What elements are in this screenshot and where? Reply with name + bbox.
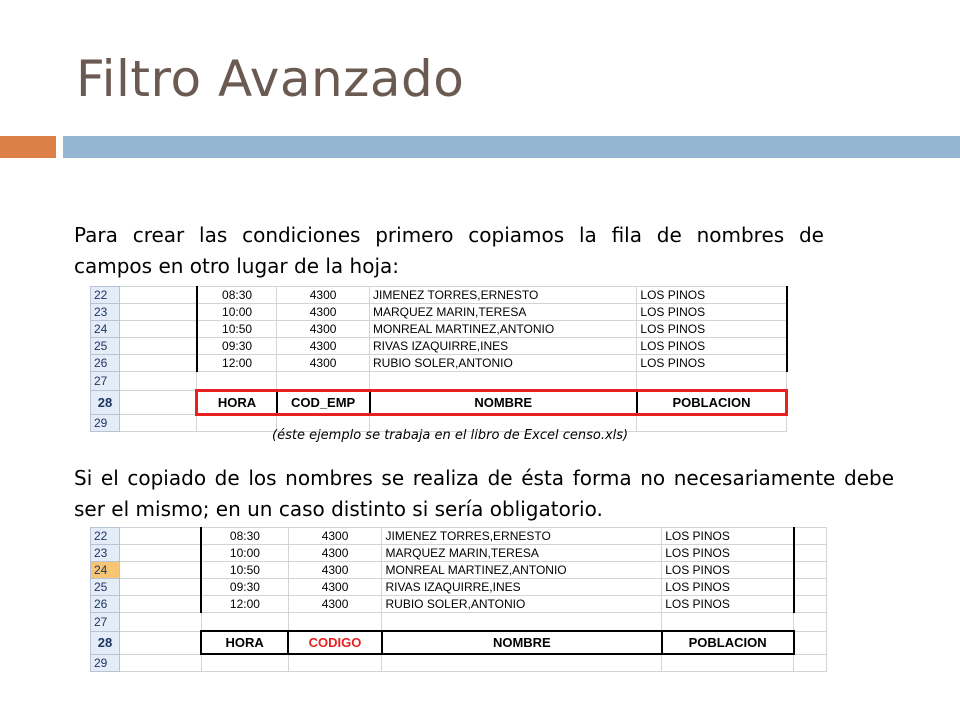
cell-hora: 09:30 — [201, 579, 288, 596]
cell-hora: 12:00 — [197, 355, 277, 372]
header-poblacion: POBLACION — [662, 631, 794, 654]
cell-nombre: MONREAL MARTINEZ,ANTONIO — [382, 562, 662, 579]
cell-nombre: RIVAS IZAQUIRRE,INES — [382, 579, 662, 596]
table-row — [91, 338, 787, 355]
table-row-empty — [91, 613, 827, 632]
cell-nombre: MARQUEZ MARIN,TERESA — [382, 545, 662, 562]
cell-hora: 08:30 — [201, 528, 288, 545]
header-hora: HORA — [197, 391, 277, 415]
cell-hora: 12:00 — [201, 596, 288, 613]
cell-nombre: RUBIO SOLER,ANTONIO — [382, 596, 662, 613]
cell-nombre: RUBIO SOLER,ANTONIO — [370, 355, 637, 372]
table-row-partial — [91, 654, 827, 671]
row-header: 27 — [91, 372, 120, 391]
cell-nombre: MONREAL MARTINEZ,ANTONIO — [370, 321, 637, 338]
row-header: 28 — [91, 631, 120, 654]
accent-bar-blue — [63, 136, 960, 158]
cell-cod: 4300 — [277, 355, 370, 372]
cell-poblacion: LOS PINOS — [662, 562, 794, 579]
header-hora: HORA — [201, 631, 288, 654]
cell-cod: 4300 — [288, 562, 382, 579]
cell-poblacion: LOS PINOS — [662, 596, 794, 613]
row-header: 29 — [91, 654, 120, 671]
header-codigo: CODIGO — [288, 631, 382, 654]
cell-nombre: MARQUEZ MARIN,TERESA — [370, 304, 637, 321]
row-header: 26 — [91, 596, 120, 613]
row-header: 26 — [91, 355, 120, 372]
table-row — [91, 355, 787, 372]
cell-nombre: RIVAS IZAQUIRRE,INES — [370, 338, 637, 355]
cell-poblacion: LOS PINOS — [662, 545, 794, 562]
header-nombre: NOMBRE — [382, 631, 662, 654]
cell-cod: 4300 — [277, 321, 370, 338]
paragraph-copy-field-names: Para crear las condiciones primero copiamos la fila de nombres de campos en otro lugar de la hoja: — [74, 223, 824, 278]
cell-poblacion: LOS PINOS — [637, 321, 787, 338]
cell-cod: 4300 — [277, 304, 370, 321]
paragraph-copy-method: Si el copiado de los nombres se realiza de ésta forma no necesariamente debe ser el mismo; en un caso distinto si sería obligatorio. — [74, 466, 894, 521]
example-caption: (éste ejemplo se trabaja en el libro de Excel censo.xls) — [272, 428, 629, 443]
header-poblacion: POBLACION — [637, 391, 787, 415]
table-row — [91, 545, 827, 562]
cell-hora: 09:30 — [197, 338, 277, 355]
cell-nombre: JIMENEZ TORRES,ERNESTO — [382, 528, 662, 545]
criteria-header-row — [91, 631, 827, 654]
cell-cod: 4300 — [288, 596, 382, 613]
cell-poblacion: LOS PINOS — [637, 355, 787, 372]
header-nombre: NOMBRE — [370, 391, 637, 415]
table-row — [91, 304, 787, 321]
cell-poblacion: LOS PINOS — [662, 528, 794, 545]
header-cod-emp: COD_EMP — [277, 391, 370, 415]
row-header: 22 — [91, 287, 120, 304]
cell-cod: 4300 — [277, 287, 370, 304]
row-header: 23 — [91, 304, 120, 321]
row-header-active: 24 — [91, 562, 120, 579]
row-header: 29 — [91, 415, 120, 432]
cell-nombre: JIMENEZ TORRES,ERNESTO — [370, 287, 637, 304]
slide-title: Filtro Avanzado — [76, 50, 465, 108]
cell-hora: 10:50 — [201, 562, 288, 579]
cell-hora: 08:30 — [197, 287, 277, 304]
cell-poblacion: LOS PINOS — [637, 287, 787, 304]
spreadsheet-example-1 — [90, 286, 788, 430]
table-row — [91, 287, 787, 304]
criteria-header-row — [91, 391, 787, 415]
cell-cod: 4300 — [288, 545, 382, 562]
row-header: 27 — [91, 613, 120, 632]
row-header: 28 — [91, 391, 120, 415]
table-row — [91, 562, 827, 579]
row-header: 24 — [91, 321, 120, 338]
table-row-empty — [91, 372, 787, 391]
row-header: 23 — [91, 545, 120, 562]
cell-poblacion: LOS PINOS — [637, 304, 787, 321]
spreadsheet-example-2 — [90, 527, 827, 670]
row-header: 25 — [91, 579, 120, 596]
table-row — [91, 596, 827, 613]
table-row — [91, 321, 787, 338]
row-header: 22 — [91, 528, 120, 545]
cell-hora: 10:50 — [197, 321, 277, 338]
cell-hora: 10:00 — [201, 545, 288, 562]
cell-poblacion: LOS PINOS — [637, 338, 787, 355]
cell-poblacion: LOS PINOS — [662, 579, 794, 596]
accent-bar-orange — [0, 136, 56, 158]
table-row — [91, 579, 827, 596]
cell-cod: 4300 — [288, 528, 382, 545]
table-row — [91, 528, 827, 545]
cell-hora: 10:00 — [197, 304, 277, 321]
cell-cod: 4300 — [277, 338, 370, 355]
row-header: 25 — [91, 338, 120, 355]
cell-cod: 4300 — [288, 579, 382, 596]
